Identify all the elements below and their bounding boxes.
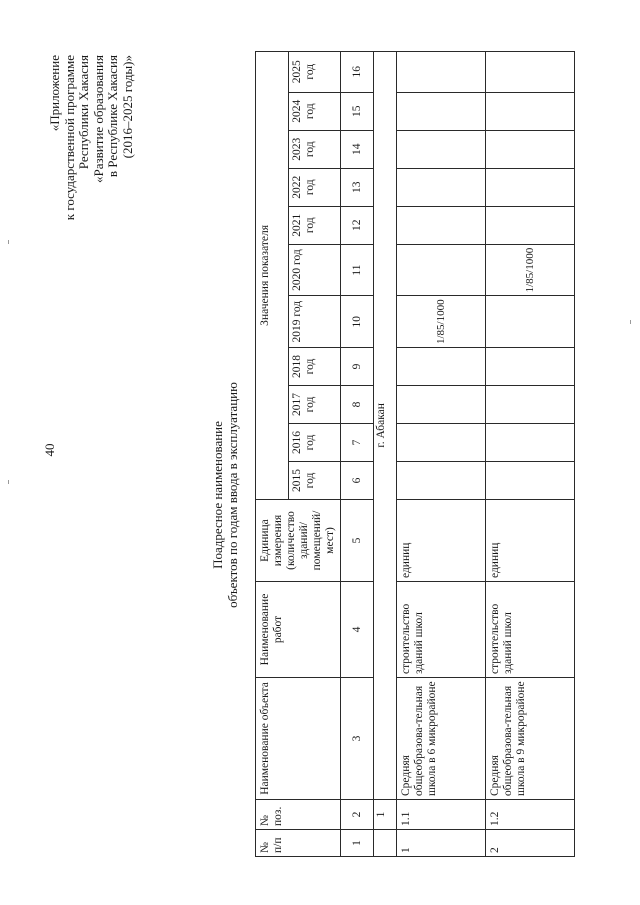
row-unit: единиц (486, 500, 575, 582)
value-2022 (397, 168, 486, 206)
appendix-line: «Приложение (47, 55, 62, 132)
column-number: 4 (341, 582, 374, 678)
group-row (374, 51, 397, 856)
scan-mark (8, 480, 9, 484)
column-number: 3 (341, 678, 374, 800)
header-no: № п/п (256, 830, 341, 857)
value-2023 (486, 130, 575, 168)
row-works: строительство зданий школ (397, 582, 486, 678)
appendix-line: в Республике Хакасия (105, 55, 120, 178)
row-object: Средняя общеобразова-тельная школа в 9 микрорайоне (486, 678, 575, 800)
value-2017 (397, 386, 486, 424)
header-year: 2021 год (289, 206, 341, 244)
value-2019: 1/85/1000 (397, 296, 486, 348)
value-2020: 1/85/1000 (486, 244, 575, 296)
header-unit: Единица измерения (количество зданий/ помещений/ мест) (256, 500, 341, 582)
value-2022 (486, 168, 575, 206)
value-2021 (486, 206, 575, 244)
objects-table (255, 51, 575, 857)
column-number: 1 (341, 830, 374, 857)
column-number: 5 (341, 500, 374, 582)
column-number: 13 (341, 168, 374, 206)
value-2015 (486, 462, 575, 500)
value-2025 (397, 51, 486, 92)
value-2020 (397, 244, 486, 296)
appendix-line: «Развитие образования (90, 55, 106, 183)
appendix-line: (2016–2025 годы)» (119, 55, 135, 159)
header-year: 2018 год (289, 348, 341, 386)
header-year: 2023 год (289, 130, 341, 168)
row-object: Средняя общеобразова-тельная школа в 6 микрорайоне (397, 678, 486, 800)
appendix-caption (48, 55, 135, 285)
value-2017 (486, 386, 575, 424)
row-no: 1 (397, 830, 486, 857)
header-year: 2022 год (289, 168, 341, 206)
header-year: 2015 год (289, 462, 341, 500)
value-2015 (397, 462, 486, 500)
header-row-1 (256, 51, 289, 856)
value-2016 (486, 424, 575, 462)
column-number: 15 (341, 92, 374, 130)
column-number: 6 (341, 462, 374, 500)
header-year: 2025 год (289, 51, 341, 92)
column-number: 9 (341, 348, 374, 386)
title-line-2: объектов по годам ввода в эксплуатацию (225, 382, 240, 608)
value-2016 (397, 424, 486, 462)
scan-mark (630, 320, 631, 324)
title-line-1: Поадресное наименование (210, 421, 225, 569)
header-values-group: Значения показателя (256, 51, 289, 499)
value-2025 (486, 51, 575, 92)
header-year: 2019 год (289, 296, 341, 348)
column-number: 10 (341, 296, 374, 348)
value-2018 (397, 348, 486, 386)
column-number: 11 (341, 244, 374, 296)
header-year: 2016 год (289, 424, 341, 462)
table-row (486, 51, 575, 856)
column-number: 14 (341, 130, 374, 168)
column-number: 7 (341, 424, 374, 462)
header-year: 2024 год (289, 92, 341, 130)
row-no: 2 (486, 830, 575, 857)
appendix-line: к государственной программе (61, 55, 77, 221)
header-object: Наименование объекта (256, 678, 341, 800)
group-number: 1 (374, 800, 397, 830)
column-number: 2 (341, 800, 374, 830)
row-works: строительство зданий школ (486, 582, 575, 678)
appendix-line: Республики Хакасия (76, 55, 91, 170)
column-number: 12 (341, 206, 374, 244)
table-row (397, 51, 486, 856)
row-pos: 1.2 (486, 800, 575, 830)
scan-mark (8, 240, 9, 244)
row-pos: 1.1 (397, 800, 486, 830)
value-2024 (397, 92, 486, 130)
value-2019 (486, 296, 575, 348)
header-pos: № поз. (256, 800, 341, 830)
row-unit: единиц (397, 500, 486, 582)
header-year: 2020 год (289, 244, 341, 296)
column-number: 16 (341, 51, 374, 92)
document-title (210, 295, 240, 695)
page-number: 40 (42, 443, 57, 457)
value-2024 (486, 92, 575, 130)
column-numbers-row (341, 51, 374, 856)
header-year: 2017 год (289, 386, 341, 424)
header-works: Наименование работ (256, 582, 341, 678)
value-2021 (397, 206, 486, 244)
group-empty-cell (374, 830, 397, 857)
group-name: г. Абакан (374, 51, 397, 799)
column-number: 8 (341, 386, 374, 424)
value-2023 (397, 130, 486, 168)
value-2018 (486, 348, 575, 386)
